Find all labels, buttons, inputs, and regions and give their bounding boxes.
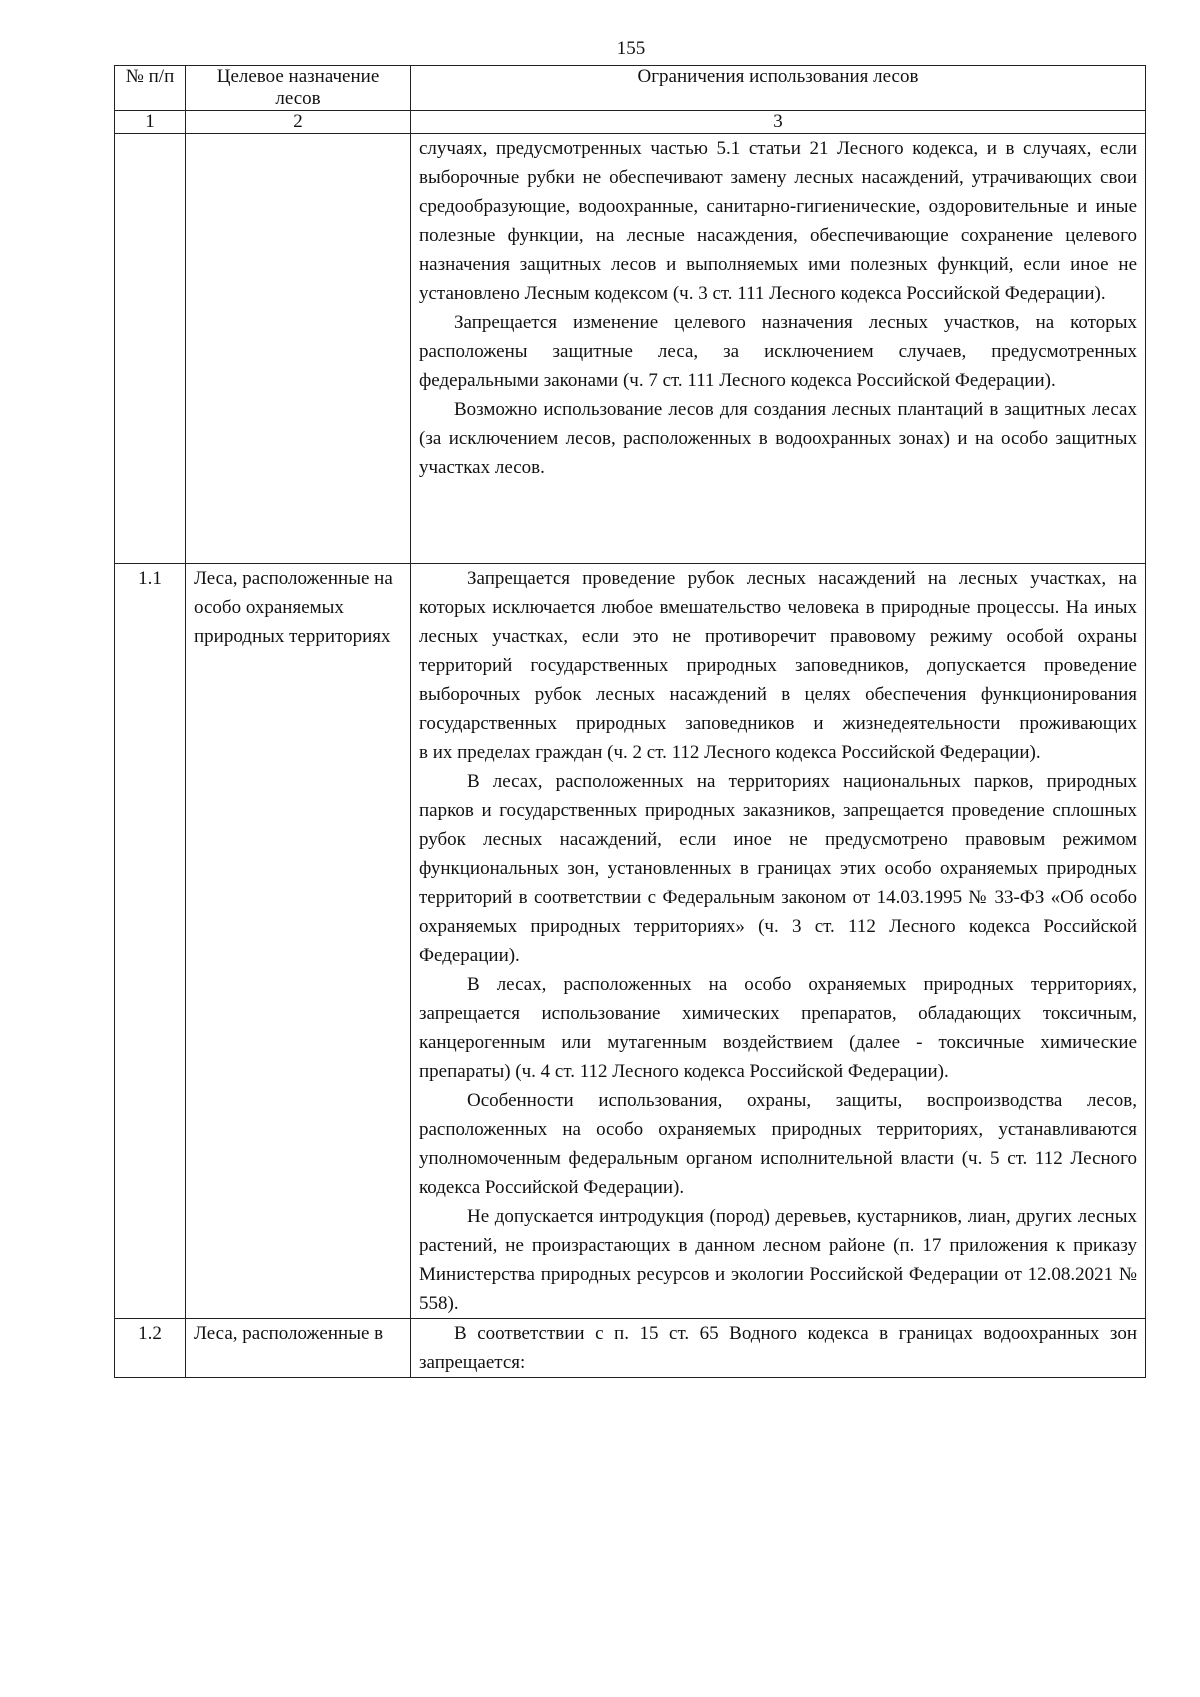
row-number: 1.1 [115,564,186,1319]
row-purpose-cell [186,134,411,564]
restriction-paragraph: Запрещается изменение целевого назначения лесных участков, на которых расположены защитные леса, за исключением случаев, предусмотренных федеральными законами (ч. 7 ст. 111 Лесного кодекса Российской Федерации). [419,312,1137,391]
row-restrictions-cell [411,1319,1146,1378]
column-number-1: 1 [115,111,186,134]
row-purpose: Леса, расположенные на особо охраняемых природных территориях [186,564,411,1319]
header-number: № п/п [115,66,186,111]
restriction-paragraph: Не допускается интродукция (пород) деревьев, кустарников, лиан, других лесных растений, не произрастающих в данном лесном районе (п. 17 приложения к приказу Министерства природных ресурсов и экологии Российской Федерации от 12.08.2021 № 558). [419,1206,1137,1314]
restriction-paragraph: В лесах, расположенных на территориях национальных парков, природных парков и государственных природных заказников, запрещается проведение сплошных рубок лесных насаждений, если иное не предусмотрено правовым режимом функциональных зон, установленных в границах этих особо охраняемых природных территорий в соответствии с Федеральным законом от 14.03.1995 № 33-ФЗ «Об особо охраняемых природных территориях» (ч. 3 ст. 112 Лесного кодекса Российской Федерации). [419,771,1137,966]
restriction-paragraph: случаях, предусмотренных частью 5.1 статьи 21 Лесного кодекса, и в случаях, если выборочные рубки не обеспечивают замену лесных насаждений, утрачивающих свои средообразующие, водоохранные, санитарно-гигиенические, оздоровительные и иные полезные функции, на лесные насаждения, обеспечивающие сохранение целевого назначения защитных лесов и выполняемых ими полезных функций, если иное не установлено Лесным кодексом (ч. 3 ст. 111 Лесного кодекса Российской Федерации). [419,138,1137,304]
restriction-paragraph: В лесах, расположенных на особо охраняемых природных территориях, запрещается использование химических препаратов, обладающих токсичным, канцерогенным или мутагенным воздействием (далее - токсичные химические препараты) (ч. 4 ст. 112 Лесного кодекса Российской Федерации). [419,974,1137,1082]
row-number: 1.2 [115,1319,186,1378]
restriction-paragraph: Возможно использование лесов для создания лесных плантаций в защитных лесах (за исключением лесов, расположенных в водоохранных зонах) и на особо защитных участках лесов. [419,399,1137,478]
restriction-paragraph: Особенности использования, охраны, защиты, воспроизводства лесов, расположенных на особо охраняемых природных территориях, устанавливаются уполномоченным федеральным органом исполнительной власти (ч. 5 ст. 112 Лесного кодекса Российской Федерации). [419,1090,1137,1198]
restrictions-table [114,65,1146,1378]
restriction-paragraph: в их пределах граждан (ч. 2 ст. 112 Лесного кодекса Российской Федерации). [419,742,1041,763]
page-number: 155 [616,38,646,59]
row-restrictions-cell [411,564,1146,1319]
column-numbers-row [115,111,1146,134]
table-row [115,564,1146,1319]
header-restrictions: Ограничения использования лесов [411,66,1146,111]
column-number-2: 2 [186,111,411,134]
restriction-paragraph: Запрещается проведение рубок лесных насаждений на лесных участках, на которых исключается любое вмешательство человека в природные процессы. На иных лесных участках, если это не противоречит правовому режиму особой охраны территорий государственных природных заповедников, допускается проведение выборочных рубок лесных насаждений в целях обеспечения функционирования государственных природных заповедников и жизнедеятельности проживающих [419,568,1137,734]
table-row-continuation [115,134,1146,564]
table-row [115,1319,1146,1378]
header-purpose: Целевое назначение лесов [186,66,411,111]
row-restrictions-cell [411,134,1146,564]
row-purpose: Леса, расположенные в [186,1319,411,1378]
column-number-3: 3 [411,111,1146,134]
table-header-row [115,66,1146,111]
restriction-paragraph: В соответствии с п. 15 ст. 65 Водного кодекса в границах водоохранных зон запрещается: [419,1323,1137,1373]
row-number-cell [115,134,186,564]
